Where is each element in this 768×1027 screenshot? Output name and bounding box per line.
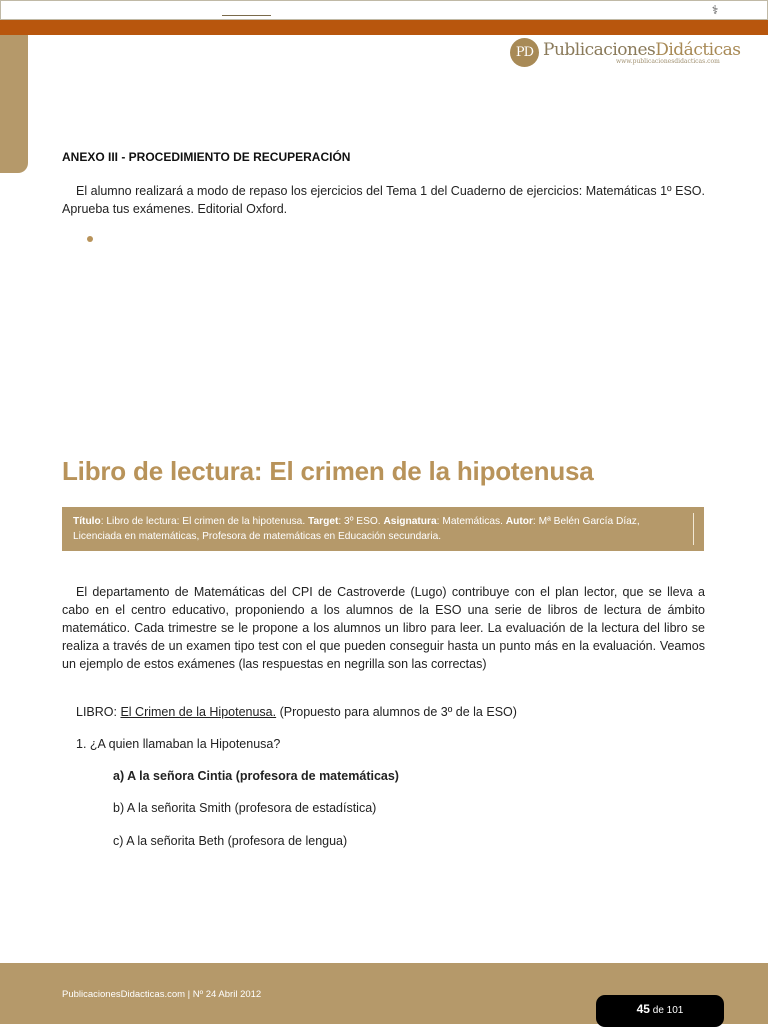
top-underline [222,15,271,16]
page-number-badge [596,995,724,1027]
info-titulo: : Libro de lectura: El crimen de la hipotenusa. [100,516,308,527]
info-asignatura-label: Asignatura [383,516,437,527]
article-info-box [62,507,704,551]
article-paragraph: El departamento de Matemáticas del CPI de Castroverde (Lugo) contribuye con el plan lector, que se lleva a cabo en el centro educativo, proponiendo a los alumnos de la ESO una serie de libros de lectura de ámbito matemático. Cada trimestre se le propone a los alumnos un libro para leer. La evaluación de la lectura del libro se realiza a través de un examen tipo test con el que pueden conseguir hasta un punto más en la evaluación. Veamos un ejemplo de estos exámenes (las respuestas en negrilla son las correctas) [62,585,705,671]
info-asignatura: : Matemáticas. [436,516,506,527]
publisher-logo [510,37,740,67]
book-line [62,705,719,719]
book-note: (Propuesto para alumnos de 3º de la ESO) [276,705,517,719]
bullet-point [87,236,93,242]
logo-name-second: Didácticas [655,40,741,60]
question-1: 1. ¿A quien llamaban la Hipotenusa? [76,737,281,751]
article-heading: Libro de lectura: El crimen de la hipotenusa [62,456,594,486]
answer-option-a: a) A la señora Cintia (profesora de matemáticas) [113,769,399,783]
figure-icon: ⚕ [711,3,719,17]
annex-title: ANEXO III - PROCEDIMIENTO DE RECUPERACIÓN [62,150,351,164]
info-autor-label: Autor [505,516,533,527]
side-tab [0,35,28,173]
info-target-label: Target [308,516,339,527]
info-autor: : Mª Belén García Díaz, Licenciada en matemáticas, Profesora de matemáticas en Educación secundaria. [73,516,640,542]
info-target: : 3º ESO. [338,516,384,527]
orange-header-bar [0,20,768,35]
book-label: LIBRO: [76,705,121,719]
footer-text: PublicacionesDidacticas.com | Nº 24 Abril 2012 [62,989,262,1000]
page-total: de 101 [649,1005,684,1016]
page-current: 45 [636,1002,650,1016]
book-title-link[interactable]: El Crimen de la Hipotenusa. [120,705,277,719]
logo-url: www.publicacionesdidacticas.com [616,58,720,65]
answer-option-c: c) A la señorita Beth (profesora de lengua) [113,834,348,848]
answer-option-b: b) A la señorita Smith (profesora de estadística) [113,801,377,815]
logo-name-first: Publicaciones [543,40,656,60]
annex-paragraph: El alumno realizará a modo de repaso los ejercicios del Tema 1 del Cuaderno de ejercicios: Matemáticas 1º ESO. Aprueba tus exámenes. Editorial Oxford. [62,184,705,216]
top-strip [0,0,768,20]
logo-name [543,40,741,60]
info-box-rule [693,513,694,545]
info-titulo-label: Título [73,516,101,527]
logo-monogram: PD [510,38,539,67]
